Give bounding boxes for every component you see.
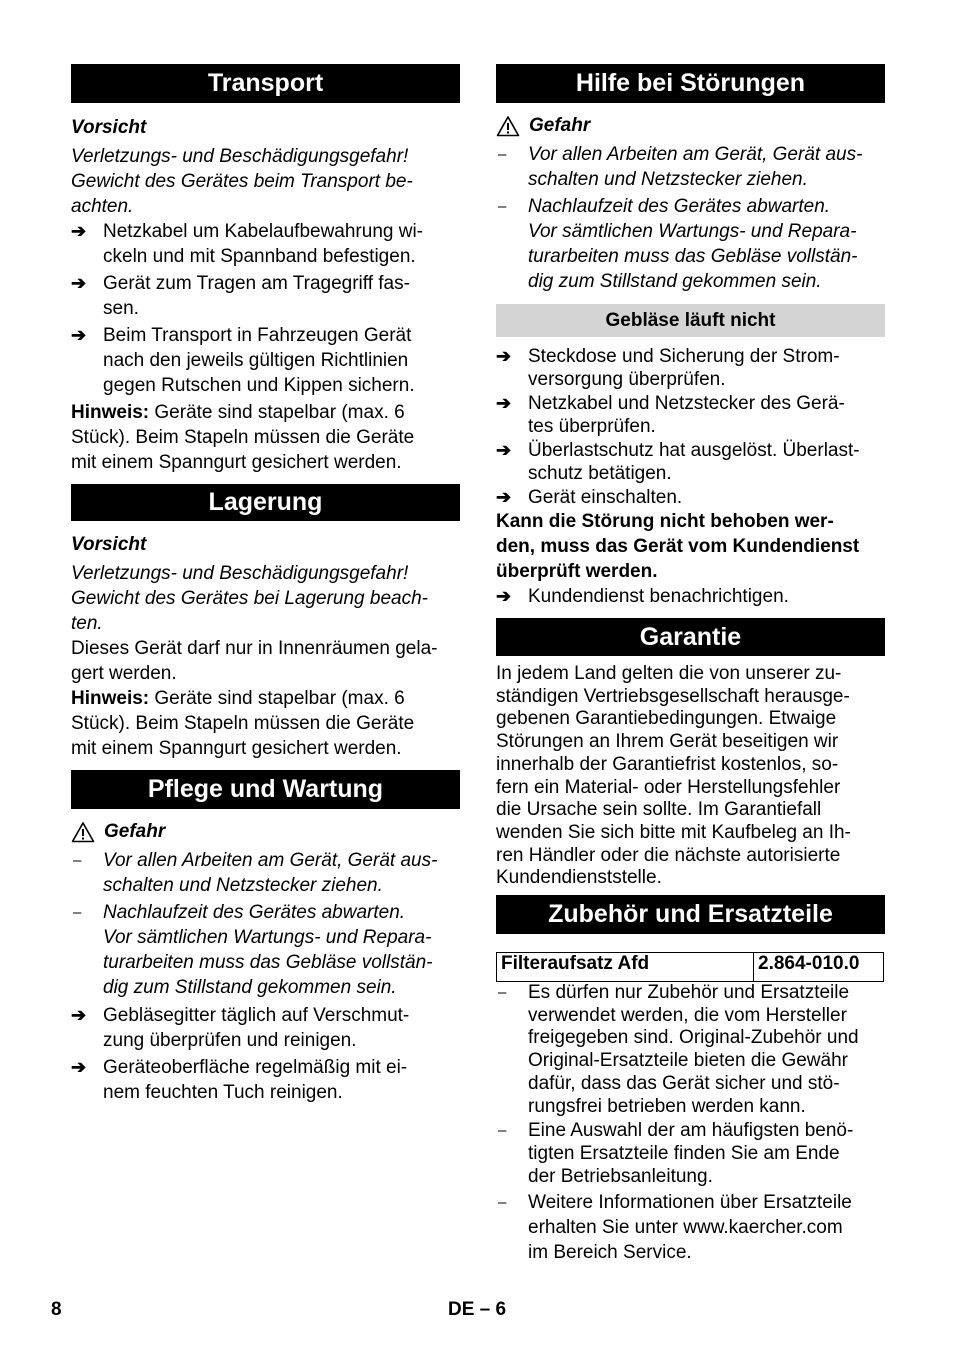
transport-step bbox=[71, 323, 460, 398]
text-line: schutz betätigen. bbox=[528, 463, 672, 484]
text-line: nem feuchten Tuch reinigen. bbox=[103, 1082, 343, 1103]
text-line: Gewicht des Gerätes bei Lagerung beach- bbox=[71, 588, 428, 609]
trouble-step bbox=[496, 486, 885, 509]
arrow-icon: ➔ bbox=[71, 1057, 87, 1077]
text-line: schalten und Netzstecker ziehen. bbox=[528, 169, 808, 190]
transport-caution-label: Vorsicht bbox=[71, 117, 147, 138]
text-line: Geräte sind stapelbar (max. 6 bbox=[149, 688, 405, 709]
text-line: zung überprüfen und reinigen. bbox=[103, 1030, 357, 1051]
note-label: Hinweis: bbox=[71, 688, 150, 709]
care-dash-item bbox=[71, 900, 460, 1000]
text-line: fern ein Material- oder Herstellungsfehler bbox=[496, 776, 841, 798]
part-number-cell: 2.864-010.0 bbox=[754, 953, 884, 982]
text-line: Stück). Beim Stapeln müssen die Geräte bbox=[71, 713, 415, 734]
text-line: Dieses Gerät darf nur in Innenräumen gela- bbox=[71, 638, 438, 659]
text-line: Es dürfen nur Zubehör und Ersatzteile bbox=[528, 982, 850, 1004]
subsection-title-fan: Gebläse läuft nicht bbox=[496, 304, 885, 337]
text-line: tigten Ersatzteile finden Sie am Ende bbox=[528, 1142, 840, 1164]
text-line: Verletzungs- und Beschädigungsgefahr! bbox=[71, 146, 409, 167]
section-title-care: Pflege und Wartung bbox=[71, 770, 460, 809]
text-line: dig zum Stillstand gekommen sein. bbox=[103, 977, 397, 998]
text-line: ren Händler oder die nächste autorisierte bbox=[496, 844, 841, 866]
danger-label: Gefahr bbox=[104, 821, 166, 842]
transport-caution-text bbox=[71, 144, 460, 219]
text-line: rungsfrei betrieben werden kann. bbox=[528, 1095, 806, 1117]
trouble-danger bbox=[496, 113, 885, 138]
text-line: überprüft werden. bbox=[496, 561, 658, 582]
trouble-service-notice bbox=[496, 509, 885, 584]
text-line: Überlastschutz hat ausgelöst. Überlast- bbox=[528, 440, 860, 461]
text-line: Original-Ersatzteile bieten die Gewähr bbox=[528, 1050, 848, 1072]
text-line: die Ursache sein sollte. Im Garantiefall bbox=[496, 799, 822, 821]
text-line: verwendet werden, die vom Hersteller bbox=[528, 1004, 847, 1026]
text-line: nach den jeweils gültigen Richtlinien bbox=[103, 350, 409, 371]
text-line: Vor sämtlichen Wartungs- und Repara- bbox=[528, 221, 857, 242]
text-line: Verletzungs- und Beschädigungsgefahr! bbox=[71, 563, 409, 584]
arrow-icon: ➔ bbox=[71, 325, 87, 345]
text-line: Vor allen Arbeiten am Gerät, Gerät aus- bbox=[528, 144, 863, 165]
trouble-step bbox=[496, 345, 885, 391]
section-title-transport: Transport bbox=[71, 64, 460, 103]
care-step bbox=[71, 1055, 460, 1105]
part-name-cell: Filteraufsatz Afd bbox=[497, 953, 754, 982]
care-dash-item bbox=[71, 848, 460, 898]
trouble-step bbox=[496, 439, 885, 485]
text-line: dafür, dass das Gerät sicher und stö- bbox=[528, 1072, 840, 1094]
trouble-steps bbox=[496, 345, 885, 509]
arrow-icon: ➔ bbox=[496, 346, 512, 366]
text-line: tes überprüfen. bbox=[528, 416, 656, 437]
trouble-dash-item bbox=[496, 194, 885, 294]
text-line: ten. bbox=[71, 613, 103, 634]
arrow-icon: ➔ bbox=[496, 586, 512, 606]
transport-step bbox=[71, 219, 460, 269]
care-danger bbox=[71, 819, 460, 844]
text-line: Kann die Störung nicht behoben wer- bbox=[496, 511, 834, 532]
dash-bullet: – bbox=[498, 146, 507, 163]
text-line: achten. bbox=[71, 196, 134, 217]
text-line: wenden Sie sich bitte mit Kaufbeleg an Ih- bbox=[496, 821, 851, 843]
arrow-icon: ➔ bbox=[496, 487, 512, 507]
note-label: Hinweis: bbox=[71, 402, 150, 423]
footer-language-page: DE – 6 bbox=[448, 1299, 507, 1320]
trouble-dash-item bbox=[496, 142, 885, 192]
text-line: ständigen Vertriebsgesellschaft herausge- bbox=[496, 685, 850, 707]
text-line: den, muss das Gerät vom Kundendienst bbox=[496, 536, 860, 557]
warning-triangle-icon bbox=[496, 115, 520, 137]
parts-table bbox=[496, 952, 884, 982]
arrow-icon: ➔ bbox=[71, 273, 87, 293]
text-line: Nachlaufzeit des Gerätes abwarten. bbox=[103, 902, 406, 923]
text-line: Nachlaufzeit des Gerätes abwarten. bbox=[528, 196, 831, 217]
text-line: In jedem Land gelten die von unserer zu- bbox=[496, 663, 842, 684]
dash-bullet: – bbox=[498, 984, 507, 1002]
text-line: Kundendienst benachrichtigen. bbox=[528, 586, 789, 607]
storage-caution-text bbox=[71, 561, 460, 636]
section-title-trouble: Hilfe bei Störungen bbox=[496, 64, 885, 103]
danger-label: Gefahr bbox=[529, 115, 591, 136]
arrow-icon: ➔ bbox=[71, 1005, 87, 1025]
text-line: gert werden. bbox=[71, 663, 177, 684]
trouble-step bbox=[496, 392, 885, 438]
storage-note bbox=[71, 686, 460, 761]
text-line: mit einem Spanngurt gesichert werden. bbox=[71, 738, 402, 759]
dash-bullet: – bbox=[498, 1122, 507, 1140]
text-line: turarbeiten muss das Gebläse vollstän- bbox=[103, 952, 433, 973]
text-line: Eine Auswahl der am häufigsten benö- bbox=[528, 1120, 854, 1142]
trouble-final-step bbox=[496, 584, 885, 609]
accessories-dash-item bbox=[496, 982, 885, 1118]
arrow-icon: ➔ bbox=[496, 440, 512, 460]
table-row bbox=[497, 953, 884, 982]
text-line: Geräteoberfläche regelmäßig mit ei- bbox=[103, 1057, 408, 1078]
right-column bbox=[496, 64, 885, 1265]
text-line: Geräte sind stapelbar (max. 6 bbox=[149, 402, 405, 423]
dash-bullet: – bbox=[73, 852, 82, 869]
dash-bullet: – bbox=[498, 1194, 507, 1212]
text-line: Gerät einschalten. bbox=[528, 487, 683, 508]
text-line: Steckdose und Sicherung der Strom- bbox=[528, 346, 840, 367]
text-line: mit einem Spanngurt gesichert werden. bbox=[71, 452, 402, 473]
text-line: dig zum Stillstand gekommen sein. bbox=[528, 271, 822, 292]
text-line: im Bereich Service. bbox=[528, 1242, 692, 1264]
transport-step bbox=[71, 271, 460, 321]
text-line: Vor sämtlichen Wartungs- und Repara- bbox=[103, 927, 432, 948]
text-line: erhalten Sie unter www.kaercher.com bbox=[528, 1217, 843, 1239]
dash-bullet: – bbox=[73, 904, 82, 921]
transport-note bbox=[71, 400, 460, 475]
text-line: Störungen an Ihrem Gerät beseitigen wir bbox=[496, 731, 839, 753]
accessories-list bbox=[496, 982, 885, 1265]
text-line: Weitere Informationen über Ersatzteile bbox=[528, 1192, 852, 1214]
left-column bbox=[71, 64, 460, 1105]
section-title-warranty: Garantie bbox=[496, 618, 885, 656]
page-number: 8 bbox=[51, 1299, 62, 1320]
text-line: gebenen Garantiebedingungen. Etwaige bbox=[496, 708, 837, 730]
text-line: Beim Transport in Fahrzeugen Gerät bbox=[103, 325, 412, 346]
dash-bullet: – bbox=[498, 198, 507, 215]
warning-triangle-icon bbox=[71, 821, 95, 843]
text-line: innerhalb der Garantiefrist kostenlos, so- bbox=[496, 753, 839, 775]
care-step bbox=[71, 1003, 460, 1053]
text-line: Vor allen Arbeiten am Gerät, Gerät aus- bbox=[103, 850, 438, 871]
storage-text bbox=[71, 636, 460, 686]
arrow-icon: ➔ bbox=[496, 393, 512, 413]
text-line: Gewicht des Gerätes beim Transport be- bbox=[71, 171, 413, 192]
section-title-accessories: Zubehör und Ersatzteile bbox=[496, 895, 885, 934]
text-line: gegen Rutschen und Kippen sichern. bbox=[103, 375, 415, 396]
accessories-dash-item bbox=[496, 1190, 885, 1265]
text-line: Stück). Beim Stapeln müssen die Geräte bbox=[71, 427, 415, 448]
storage-caution-label: Vorsicht bbox=[71, 534, 147, 555]
text-line: Netzkabel und Netzstecker des Gerä- bbox=[528, 393, 845, 414]
text-line: versorgung überprüfen. bbox=[528, 369, 726, 390]
warranty-text bbox=[496, 663, 885, 890]
text-line: Netzkabel um Kabelaufbewahrung wi- bbox=[103, 221, 424, 242]
text-line: turarbeiten muss das Gebläse vollstän- bbox=[528, 246, 858, 267]
text-line: Kundendienststelle. bbox=[496, 867, 662, 889]
text-line: der Betriebsanleitung. bbox=[528, 1165, 713, 1187]
text-line: Gerät zum Tragen am Tragegriff fas- bbox=[103, 273, 410, 294]
text-line: schalten und Netzstecker ziehen. bbox=[103, 875, 383, 896]
text-line: ckeln und mit Spannband befestigen. bbox=[103, 246, 416, 267]
arrow-icon: ➔ bbox=[71, 221, 87, 241]
text-line: sen. bbox=[103, 298, 139, 319]
text-line: freigegeben sind. Original-Zubehör und bbox=[528, 1027, 859, 1049]
text-line: Gebläsegitter täglich auf Verschmut- bbox=[103, 1005, 410, 1026]
section-title-storage: Lagerung bbox=[71, 484, 460, 521]
accessories-dash-item bbox=[496, 1120, 885, 1188]
